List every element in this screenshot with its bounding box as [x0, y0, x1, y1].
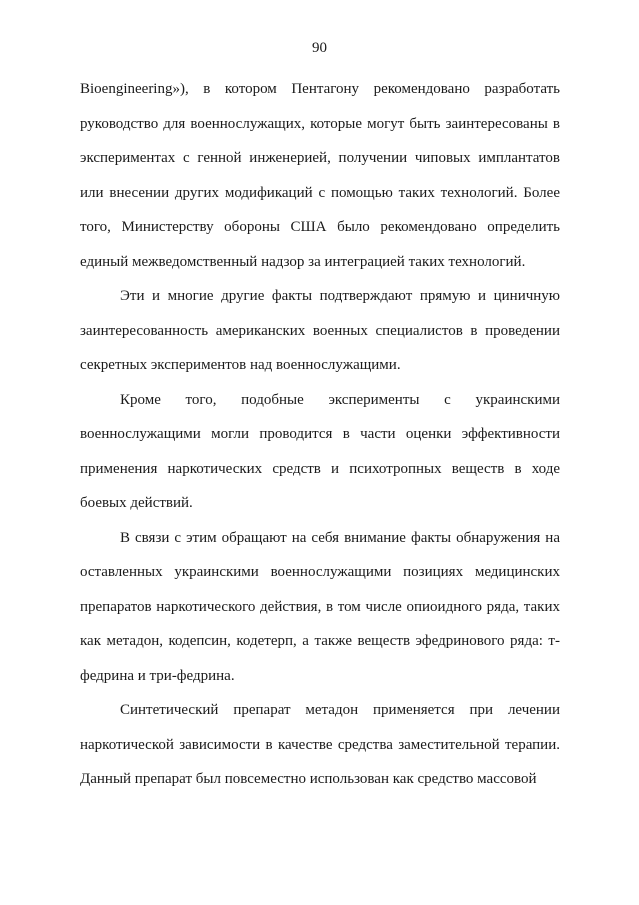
text-line: Синтетический препарат метадон применяется при лечении [120, 702, 560, 718]
paragraph [80, 383, 560, 521]
page-number: 90 [312, 40, 327, 56]
text-line: того, Министерству обороны США было рекомендовано определить [80, 219, 560, 235]
text-line: наркотической зависимости в качестве средства заместительной терапии. [80, 736, 560, 753]
text-line: Эти и многие другие факты подтверждают прямую и циничную [120, 288, 560, 304]
text-line: единый межведомственный надзор за интеграцией таких технологий. [80, 253, 526, 270]
paragraph [80, 279, 560, 383]
paragraph [80, 72, 560, 279]
paragraph [80, 693, 560, 797]
text-line: боевых действий. [80, 495, 193, 511]
text-line: препаратов наркотического действия, в том числе опиоидного ряда, таких [80, 598, 560, 615]
text-line: секретных экспериментов над военнослужащими. [80, 357, 401, 373]
document-body [80, 72, 560, 797]
text-line: как метадон, кодепсин, кодетерп, а также веществ эфедринового ряда: т- [80, 633, 560, 649]
text-line: или внесении других модификаций с помощью таких технологий. Более [80, 184, 560, 201]
text-line: заинтересованность американских военных специалистов в проведении [80, 322, 560, 339]
paragraph [80, 521, 560, 694]
text-line: применения наркотических средств и психотропных веществ в ходе [80, 460, 560, 477]
text-line: экспериментах с генной инженерией, получении чиповых имплантатов [80, 150, 560, 166]
text-line: руководство для военнослужащих, которые могут быть заинтересованы в [80, 115, 560, 132]
text-line: военнослужащими могли проводится в части оценки эффективности [80, 426, 560, 442]
text-line: Данный препарат был повсеместно использован как средство массовой [80, 771, 537, 787]
text-line: Bioengineering»), в котором Пентагону рекомендовано разработать [80, 81, 560, 97]
text-line: В связи с этим обращают на себя внимание факты обнаружения на [120, 529, 560, 546]
text-line: оставленных украинскими военнослужащими позициях медицинских [80, 564, 560, 580]
text-line: федрина и три-федрина. [80, 667, 235, 684]
text-line: Кроме того, подобные эксперименты с украинскими [120, 391, 560, 408]
